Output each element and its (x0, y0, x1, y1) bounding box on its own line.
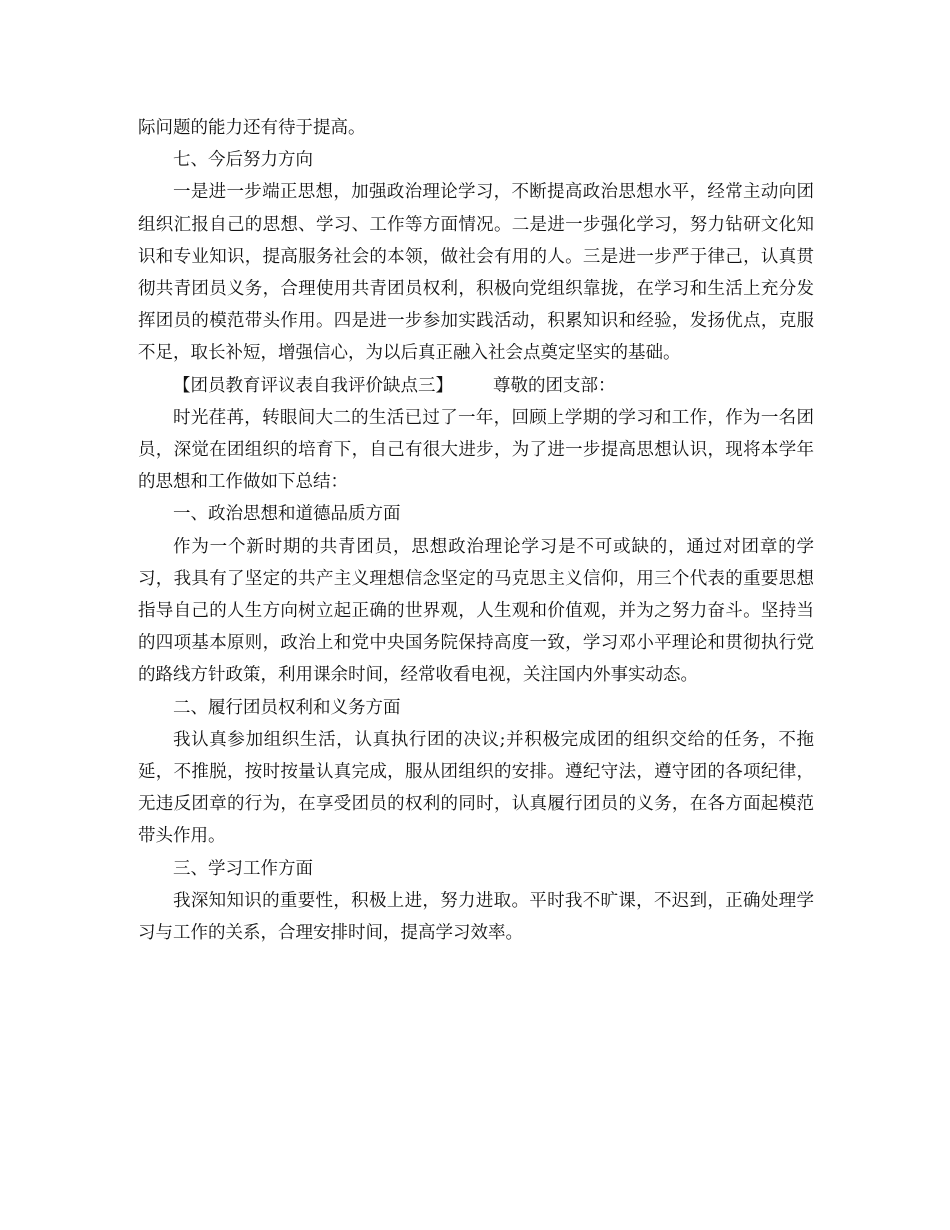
salutation: 尊敬的团支部： (493, 375, 616, 396)
paragraph-duties: 我认真参加组织生活，认真执行团的决议;并积极完成团的组织交给的任务，不拖延，不推脱，按时按量认真完成，服从团组织的安排。遵纪守法，遵守团的各项纪律，无违反团章的行为，在享受团员的权利的同时，认真履行团员的义务，在各方面起模范带头作用。 (138, 729, 814, 847)
paragraph-future-direction: 一是进一步端正思想，加强政治理论学习，不断提高政治思想水平，经常主动向团组织汇报自己的思想、学习、工作等方面情况。二是进一步强化学习，努力钻研文化知识和专业知识，提高服务社会的本领，做社会有用的人。三是进一步严于律己，认真贯彻共青团员义务，合理使用共青团员权利，积极向党组织靠拢，在学习和生活上充分发挥团员的模范带头作用。四是进一步参加实践活动，积累知识和经验，发扬优点，克服不足，取长补短，增强信心，为以后真正融入社会点奠定坚实的基础。 (138, 182, 814, 364)
paragraph-political: 作为一个新时期的共青团员，思想政治理论学习是不可或缺的，通过对团章的学习，我具有了坚定的共产主义理想信念坚定的马克思主义信仰，用三个代表的重要思想指导自己的人生方向树立起正确的世界观，人生观和价值观，并为之努力奋斗。坚持当的四项基本原则，政治上和党中央国务院保持高度一致，学习邓小平理论和贯彻执行党的路线方针政策，利用课余时间，经常收看电视，关注国内外事实动态。 (138, 536, 814, 686)
paragraph-intro: 时光荏苒，转眼间大二的生活已过了一年，回顾上学期的学习和工作，作为一名团员，深觉在团组织的培育下，自己有很大进步，为了进一步提高思想认识，现将本学年的思想和工作做如下总结： (138, 407, 814, 493)
section-heading-3: 三、学习工作方面 (173, 858, 313, 879)
document-title: 【团员教育评议表自我评价缺点三】 (173, 375, 453, 396)
paragraph-study: 我深知知识的重要性，积极上进，努力进取。平时我不旷课，不迟到，正确处理学习与工作的关系，合理安排时间，提高学习效率。 (138, 890, 814, 944)
title-line (138, 370, 814, 402)
document-page (138, 112, 814, 949)
section-heading-1: 一、政治思想和道德品质方面 (173, 504, 401, 525)
section-heading-7: 七、今后努力方向 (173, 150, 313, 171)
paragraph-continuation: 际问题的能力还有待于提高。 (138, 118, 366, 138)
section-heading-2: 二、履行团员权利和义务方面 (173, 697, 401, 718)
